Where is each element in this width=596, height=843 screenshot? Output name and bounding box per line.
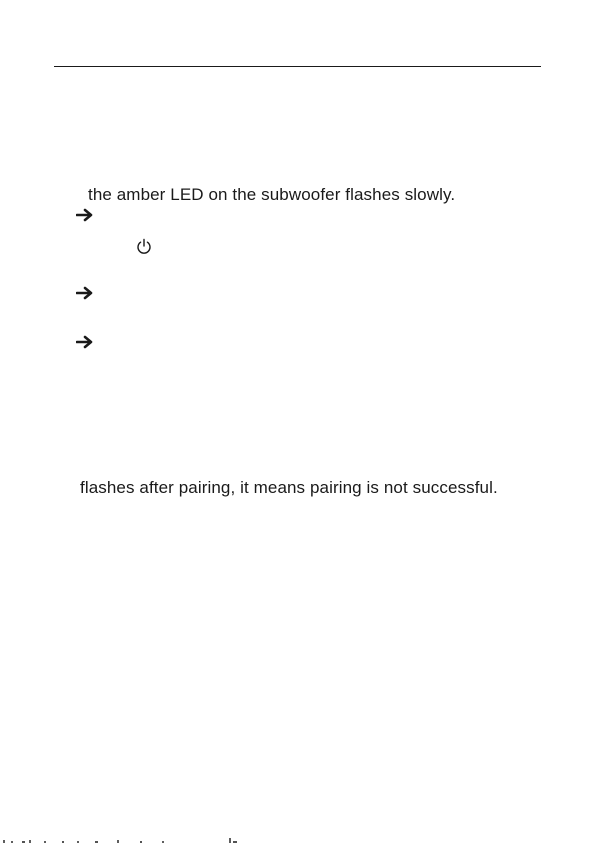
header-rule: [54, 66, 541, 67]
arrow-right-icon: [76, 335, 94, 349]
body-text-line: flashes after pairing, it means pairing is not successful.: [80, 478, 498, 497]
page-edge-marks: [0, 836, 596, 843]
arrow-right-icon: [76, 286, 94, 300]
power-icon: [136, 238, 152, 255]
body-text-line: the amber LED on the subwoofer flashes slowly.: [88, 185, 456, 204]
arrow-right-icon: [76, 208, 94, 222]
